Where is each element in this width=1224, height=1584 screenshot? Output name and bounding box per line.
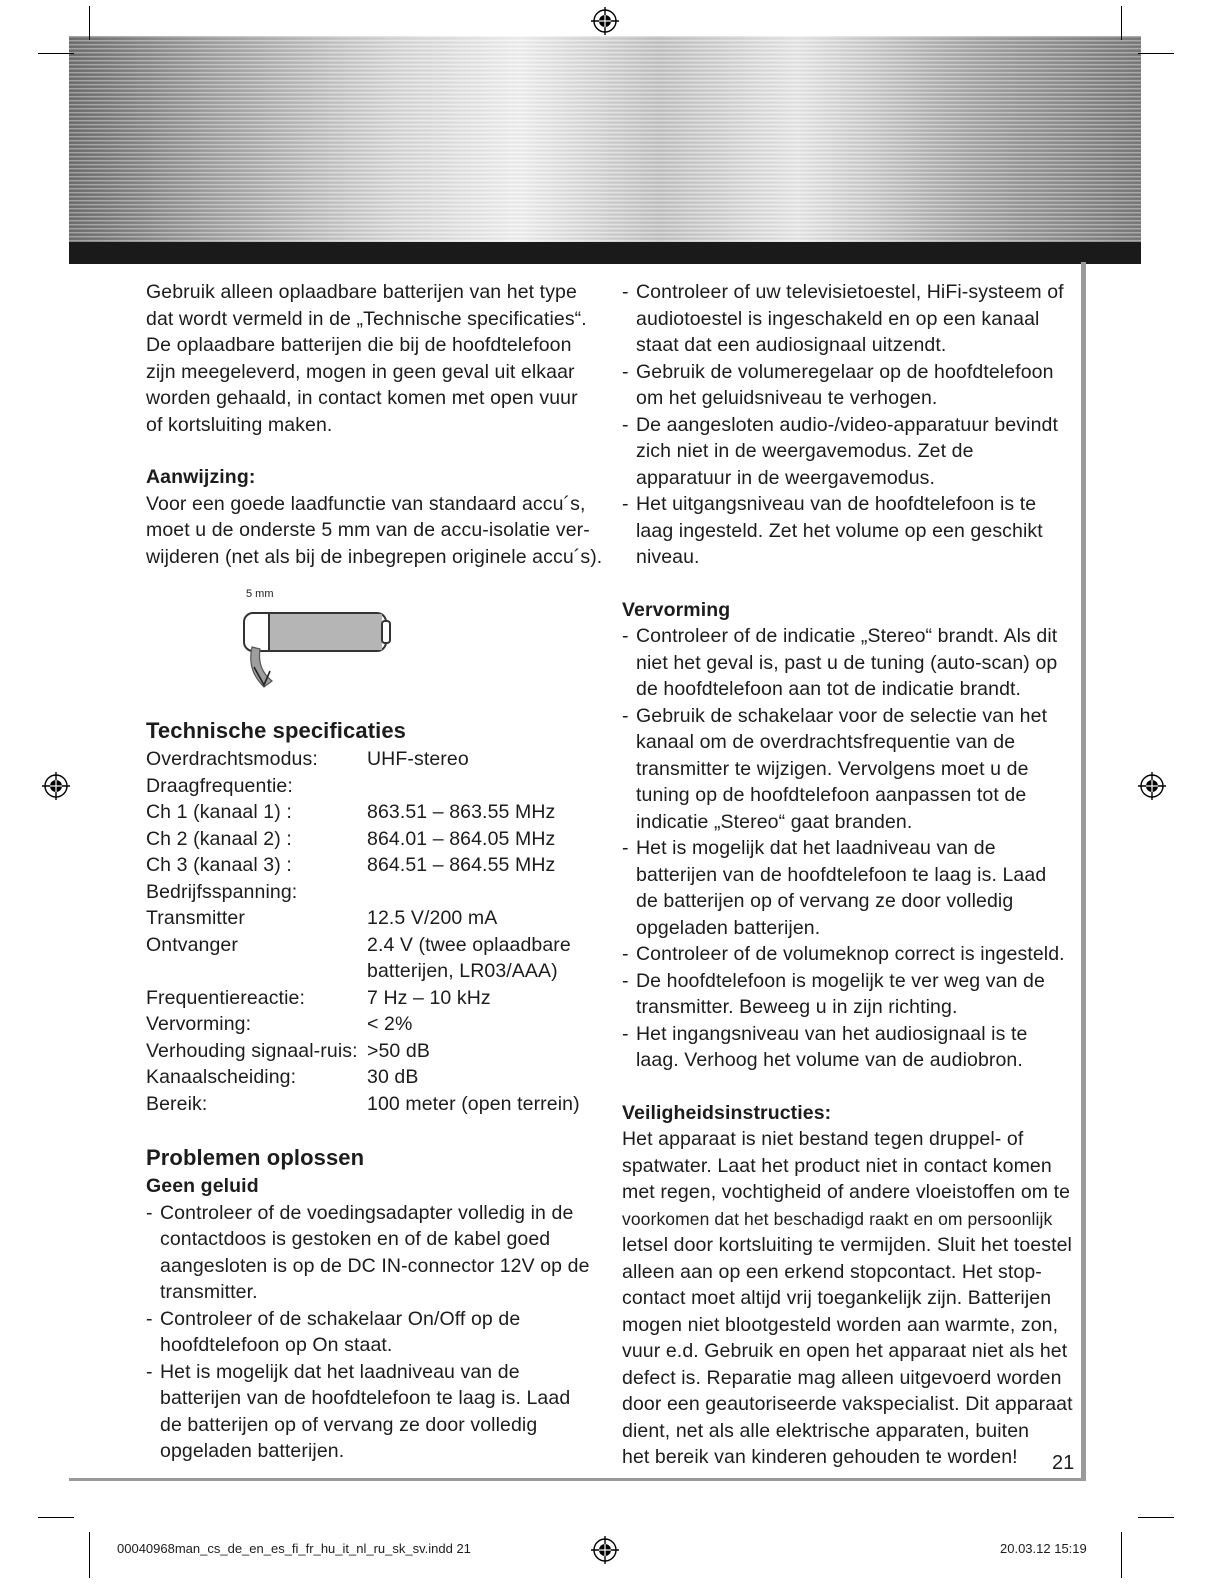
crop-mark bbox=[89, 1532, 90, 1578]
distortion-list bbox=[622, 623, 1068, 1074]
spec-label: Ontvanger bbox=[146, 933, 238, 956]
list-item: - Het uitgangsniveau van de hoofdtelefoon is te laag ingesteld. Zet het volume op een geschikt niveau. bbox=[622, 491, 1068, 571]
spec-value: UHF-stereo bbox=[367, 748, 469, 770]
header-black-bar bbox=[69, 242, 1141, 264]
crop-mark bbox=[38, 53, 74, 54]
distortion-heading: Vervorming bbox=[622, 598, 731, 621]
spec-row bbox=[146, 852, 594, 879]
text-line: worden gehaald, in contact komen met open vuur bbox=[146, 387, 578, 409]
list-item: - Het is mogelijk dat het laadniveau van de batterijen van de hoofdtelefoon te laag is. Laad de batterijen op of vervang ze door volledig opgeladen batterijen. bbox=[622, 835, 1068, 941]
spec-label: Ch 3 (kanaal 3) : bbox=[146, 854, 292, 876]
spec-label: Vervorming: bbox=[146, 1013, 252, 1035]
text-line: voorkomen dat het beschadigd raakt en om persoonlijk bbox=[622, 1208, 1053, 1229]
text-line: alleen aan op een erkend stopcontact. Het stop- bbox=[622, 1260, 1042, 1283]
text-line: Gebruik alleen oplaadbare batterijen van het type bbox=[146, 281, 577, 303]
no-sound-list bbox=[146, 1200, 594, 1465]
spec-label: Frequentiereactie: bbox=[146, 986, 305, 1009]
spec-value: 864.01 – 864.05 MHz bbox=[367, 827, 556, 850]
list-item: - Controleer of uw televisietoestel, HiFi-systeem of audiotoestel is ingeschakeld en op een kanaal staat dat een audiosignaal uitzendt. bbox=[622, 279, 1068, 359]
text-line: moet u de onderste 5 mm van de accu-isolatie ver- bbox=[146, 519, 590, 541]
spec-row bbox=[146, 1038, 594, 1065]
page-number: 21 bbox=[1052, 1452, 1075, 1474]
spec-row bbox=[146, 746, 594, 773]
text-line: defect is. Reparatie mag alleen uitgevoerd worden bbox=[622, 1366, 1062, 1389]
list-item: - De hoofdtelefoon is mogelijk te ver weg van de transmitter. Beweeg u in zijn richting. bbox=[622, 968, 1068, 1021]
list-item: - Controleer of de indicatie „Stereo“ brandt. Als dit niet het geval is, past u de tuning (auto-scan) op de hoofdtelefoon aan tot de indicatie brandt. bbox=[622, 623, 1068, 703]
header-metal-band bbox=[69, 36, 1141, 242]
spec-label: Overdrachtsmodus: bbox=[146, 748, 318, 770]
text-line: door een geautoriseerde vakspecialist. Dit apparaat bbox=[622, 1393, 1073, 1415]
footer-date: 20.03.12 15:19 bbox=[1000, 1541, 1087, 1556]
spec-value bbox=[367, 773, 594, 800]
spec-value: 100 meter (open terrein) bbox=[367, 1092, 580, 1115]
specs-heading: Technische specificaties bbox=[146, 718, 406, 743]
spec-label: Kanaalscheiding: bbox=[146, 1066, 297, 1088]
spec-label: Ch 1 (kanaal 1) : bbox=[146, 801, 292, 823]
crop-mark bbox=[1121, 1532, 1122, 1578]
text-line: met regen, vochtigheid of andere vloeistoffen om te bbox=[622, 1181, 1071, 1203]
text-line: dat wordt vermeld in de „Technische specificaties“. bbox=[146, 307, 587, 330]
spec-row bbox=[146, 773, 594, 800]
spec-value: 30 dB bbox=[367, 1066, 419, 1088]
list-item: - Gebruik de schakelaar voor de selectie van het kanaal om de overdrachtsfrequentie van de transmitter te wijzigen. Vervolgens moet u de tuning op de hoofdtelefoon aanpassen tot de indicatie „Stereo“ gaat branden. bbox=[622, 703, 1068, 836]
spec-row bbox=[146, 879, 594, 906]
spec-row bbox=[146, 1091, 594, 1118]
spec-value: 863.51 – 863.55 MHz bbox=[367, 801, 556, 823]
list-item: - Controleer of de voedingsadapter volledig in de contactdoos is gestoken en of de kabel goed aangesloten is op de DC IN-connector 12V op de transmitter. bbox=[146, 1200, 594, 1306]
spec-value: 2.4 V (twee oplaadbare batterijen, LR03/AAA) bbox=[367, 933, 571, 982]
text-line: Voor een goede laadfunctie van standaard accu´s, bbox=[146, 492, 586, 515]
note-paragraph bbox=[146, 491, 603, 571]
battery-insulation bbox=[269, 614, 382, 650]
text-line: spatwater. Laat het product niet in contact komen bbox=[622, 1154, 1052, 1177]
crop-mark bbox=[1138, 53, 1174, 54]
spec-row bbox=[146, 1064, 594, 1091]
list-item: - Gebruik de volumeregelaar op de hoofdtelefoon om het geluidsniveau te verhogen. bbox=[622, 359, 1068, 412]
spec-row bbox=[146, 1011, 594, 1038]
text-line: dient, net als alle elektrische apparaten, buiten bbox=[622, 1419, 1030, 1442]
page-frame-right bbox=[1081, 262, 1086, 1481]
spec-value bbox=[367, 879, 594, 906]
text-line: De oplaadbare batterijen die bij de hoofdtelefoon bbox=[146, 334, 572, 356]
figure-label: 5 mm bbox=[246, 588, 274, 600]
spec-label: Verhouding signaal-ruis: bbox=[146, 1039, 358, 1062]
list-item: - Het is mogelijk dat het laadniveau van de batterijen van de hoofdtelefoon te laag is. Laad de batterijen op of vervang ze door volledig opgeladen batterijen. bbox=[146, 1359, 594, 1465]
spec-label: Transmitter bbox=[146, 907, 245, 929]
list-item: - Controleer of de schakelaar On/Off op de hoofdtelefoon op On staat. bbox=[146, 1306, 594, 1359]
crop-mark bbox=[89, 6, 90, 40]
page-frame-bottom bbox=[69, 1478, 1086, 1481]
text-line: of kortsluiting maken. bbox=[146, 413, 333, 436]
text-line: zijn meegeleverd, mogen in geen geval uit elkaar bbox=[146, 360, 575, 383]
footer-filename: 00040968man_cs_de_en_es_fi_fr_hu_it_nl_ru_sk_sv.indd 21 bbox=[117, 1541, 471, 1556]
spec-value: 864.51 – 864.55 MHz bbox=[367, 854, 556, 876]
spec-value: 12.5 V/200 mA bbox=[367, 907, 498, 929]
text-line: vuur e.d. Gebruik en open het apparaat niet als het bbox=[622, 1340, 1068, 1362]
registration-mark-icon bbox=[591, 7, 619, 35]
text-line: contact moet altijd vrij toegankelijk zijn. Batterijen bbox=[622, 1287, 1052, 1309]
text-line: letsel door kortsluiting te vermijden. Sluit het toestel bbox=[622, 1234, 1072, 1256]
spec-value: < 2% bbox=[367, 1013, 413, 1035]
crop-mark bbox=[1138, 1517, 1174, 1518]
troubleshooting-heading: Problemen oplossen bbox=[146, 1145, 365, 1170]
crop-mark bbox=[1121, 6, 1122, 40]
text-line: Het apparaat is niet bestand tegen druppel- of bbox=[622, 1128, 1024, 1150]
safety-paragraph bbox=[622, 1126, 1073, 1471]
spec-row bbox=[146, 932, 594, 985]
list-item: - De aangesloten audio-/video-apparatuur bevindt zich niet in de weergavemodus. Zet de apparatuur in de weergavemodus. bbox=[622, 412, 1068, 492]
spec-row bbox=[146, 985, 594, 1012]
safety-heading: Veiligheidsinstructies: bbox=[622, 1101, 832, 1124]
spec-value: 7 Hz – 10 kHz bbox=[367, 986, 491, 1009]
specs-table bbox=[146, 746, 594, 1117]
registration-mark-icon bbox=[591, 1536, 619, 1564]
left-column bbox=[146, 279, 603, 1465]
text-line: mogen niet blootgesteld worden aan warmte, zon, bbox=[622, 1313, 1059, 1336]
no-sound-list-continued bbox=[622, 279, 1068, 571]
battery-terminal bbox=[382, 621, 390, 643]
crop-mark bbox=[38, 1517, 74, 1518]
registration-mark-icon bbox=[42, 772, 70, 800]
note-heading: Aanwijzing: bbox=[146, 466, 256, 488]
list-item: - Het ingangsniveau van het audiosignaal is te laag. Verhoog het volume van de audiobron. bbox=[622, 1021, 1068, 1074]
spec-row bbox=[146, 905, 594, 932]
registration-mark-icon bbox=[1138, 772, 1166, 800]
spec-label: Bereik: bbox=[146, 1092, 208, 1115]
right-column bbox=[622, 279, 1073, 1471]
spec-label: Bedrijfsspanning: bbox=[146, 880, 298, 903]
spec-row bbox=[146, 826, 594, 853]
spec-label: Ch 2 (kanaal 2) : bbox=[146, 827, 292, 850]
battery-diagram bbox=[240, 585, 400, 695]
spec-row bbox=[146, 799, 594, 826]
text-line: het bereik van kinderen gehouden te worden! bbox=[622, 1446, 1018, 1468]
list-item: - Controleer of de volumeknop correct is ingesteld. bbox=[622, 941, 1068, 968]
spec-value: >50 dB bbox=[367, 1039, 430, 1062]
text-line: wijderen (net als bij de inbegrepen originele accu´s). bbox=[146, 545, 603, 568]
intro-paragraph bbox=[146, 279, 594, 438]
spec-label: Draagfrequentie: bbox=[146, 774, 293, 797]
no-sound-heading: Geen geluid bbox=[146, 1175, 259, 1197]
